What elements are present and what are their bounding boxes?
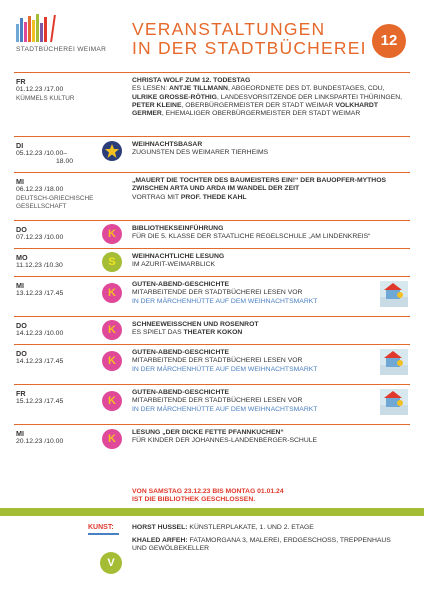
- event-body: [132, 349, 404, 374]
- event-row: [14, 384, 410, 422]
- kids-badge-icon: K: [102, 351, 122, 371]
- event-text: MITARBEITENDE DER STADTBÜCHEREI LESEN VOR: [132, 397, 303, 405]
- event-time: 15.12.23 /17.45: [16, 398, 64, 405]
- title-line-2: IN DER STADTBÜCHEREI: [132, 38, 367, 58]
- event-body: [132, 389, 404, 414]
- event-text: IM AZURIT-WEIMARBLICK: [132, 261, 216, 269]
- kids-badge-icon: K: [102, 320, 122, 340]
- event-time: 14.12.23 /10.00: [16, 330, 64, 337]
- event-time: 13.12.23 /17.45: [16, 290, 64, 297]
- event-title: „MAUERT DIE TOCHTER DES BAUMEISTERS EIN!“ DER BAUOPFER-MYTHOS ZWISCHEN ARTA UND ARDA IM WANDEL DER ZEIT: [132, 177, 387, 193]
- event-time: 07.12.23 /10.00: [16, 234, 64, 241]
- event-text: VORTRAG MIT PROF. THEDE KAHL: [132, 193, 247, 201]
- event-body: [132, 77, 404, 118]
- art-item: KHALED ARFEH: FATAMORGANA 3, MALEREI, ERDGESCHOSS, TREPPENHAUS UND GEWÖLBEKELLER: [132, 537, 391, 553]
- event-location: IN DER MÄRCHENHÜTTE AUF DEM WEIHNACHTSMARKT: [132, 297, 318, 305]
- logo-bars-graphic: [16, 14, 86, 42]
- logo-text: STADTBÜCHEREI WEIMAR: [16, 46, 107, 53]
- kids-badge-icon: K: [102, 391, 122, 411]
- event-organizer: KÜMMELS KULTUR: [16, 95, 75, 102]
- page-number-badge: 12: [372, 24, 406, 58]
- library-logo: [16, 14, 116, 58]
- event-day: DI: [16, 141, 24, 150]
- page-title: [132, 20, 367, 58]
- event-title: BIBLIOTHEKSEINFÜHRUNG: [132, 225, 224, 232]
- event-body: [132, 321, 404, 338]
- event-title: WEIHNACHTSBASAR: [132, 141, 203, 148]
- event-day: DO: [16, 225, 27, 234]
- event-day: FR: [16, 77, 26, 86]
- event-body: [132, 429, 404, 446]
- event-day: MI: [16, 281, 24, 290]
- event-title: GUTEN-ABEND-GESCHICHTE: [132, 349, 230, 356]
- event-time: 14.12.23 /17.45: [16, 358, 64, 365]
- event-organizer: DEUTSCH-GRIECHISCHE GESELLSCHAFT: [16, 195, 94, 210]
- event-time: 01.12.23 /17.00: [16, 86, 64, 93]
- event-title: SCHNEEWEISSCHEN UND ROSENROT: [132, 321, 259, 328]
- kids-badge-icon: K: [102, 224, 122, 244]
- fairy-tale-hut-image: [380, 389, 408, 415]
- event-time: 11.12.23 /10.30: [16, 262, 63, 269]
- event-text: ES SPIELT DAS THEATER KOKON: [132, 329, 243, 337]
- art-label-underline: [88, 533, 119, 535]
- star-icon: [102, 141, 122, 161]
- event-text: MITARBEITENDE DER STADTBÜCHEREI LESEN VOR: [132, 357, 303, 365]
- event-day: MO: [16, 253, 28, 262]
- event-text: FÜR DIE 5. KLASSE DER STAATLICHE REGELSCHULE „AM LINDENKREIS“: [132, 233, 371, 241]
- event-row: [14, 72, 410, 134]
- fairy-tale-hut-image: [380, 349, 408, 375]
- event-row: [14, 424, 410, 454]
- footer-badge-icon: V: [100, 552, 122, 574]
- event-row: [14, 136, 410, 168]
- event-text: FÜR KINDER DER JOHANNES-LANDENBERGER-SCHULE: [132, 437, 318, 445]
- kids-badge-icon: K: [102, 283, 122, 303]
- event-title: CHRISTA WOLF ZUM 12. TODESTAG: [132, 77, 251, 84]
- event-text: ZUGUNSTEN DES WEIMARER TIERHEIMS: [132, 149, 269, 157]
- event-day: DO: [16, 321, 27, 330]
- event-body: [132, 141, 404, 158]
- event-body: [132, 253, 404, 270]
- event-row: [14, 248, 410, 274]
- event-title: GUTEN-ABEND-GESCHICHTE: [132, 281, 230, 288]
- event-row: [14, 344, 410, 382]
- event-text: MITARBEITENDE DER STADTBÜCHEREI LESEN VOR: [132, 289, 303, 297]
- event-location: IN DER MÄRCHENHÜTTE AUF DEM WEIHNACHTSMARKT: [132, 365, 318, 373]
- fairy-tale-hut-image: [380, 281, 408, 307]
- seasonal-badge-icon: S: [102, 252, 122, 272]
- event-title: WEIHNACHTLICHE LESUNG: [132, 253, 225, 260]
- art-label: KUNST:: [88, 524, 114, 531]
- event-body: [132, 281, 404, 306]
- event-day: DO: [16, 349, 27, 358]
- title-line-1: VERANSTALTUNGEN: [132, 19, 326, 39]
- event-body: [132, 177, 404, 202]
- event-row: [14, 276, 410, 314]
- art-item: HORST HUSSEL: KÜNSTLERPLAKATE, 1. UND 2. ETAGE: [132, 524, 314, 531]
- event-day: MI: [16, 177, 24, 186]
- art-exhibitions: [0, 516, 424, 600]
- event-time: 20.12.23 /10.00: [16, 438, 64, 445]
- event-time: 06.12.23 /18.00: [16, 186, 64, 193]
- event-body: [132, 225, 404, 242]
- event-readers: ES LESEN: ANTJE TILLMANN, ABGEORDNETE DES DT. BUNDESTAGES, CDU, ULRIKE GROSSE-RÖTHIG, LANDESVORSITZENDE DER LINKSPARTEI THÜRINGEN, PETER KLEINE, OBERBÜRGERMEISTER DER STADT WEIMAR VOLKHARDT GERMER, EHEMALIGER OBERBÜRGERMEISTER DER STADT WEIMAR: [132, 85, 403, 118]
- kids-badge-icon: K: [102, 429, 122, 449]
- event-time: 05.12.23 /10.00– 18.00: [16, 150, 74, 166]
- footer-divider: [0, 508, 424, 516]
- event-title: LESUNG „DER DICKE FETTE PFANNKUCHEN“: [132, 429, 284, 436]
- event-title: GUTEN-ABEND-GESCHICHTE: [132, 389, 230, 396]
- event-day: FR: [16, 389, 26, 398]
- event-row: [14, 316, 410, 342]
- closing-notice: VON SAMSTAG 23.12.23 BIS MONTAG 01.01.24 IST DIE BIBLIOTHEK GESCHLOSSEN.: [132, 488, 284, 504]
- event-row: [14, 220, 410, 246]
- event-day: MI: [16, 429, 24, 438]
- page-header: [0, 0, 424, 70]
- event-location: IN DER MÄRCHENHÜTTE AUF DEM WEIHNACHTSMARKT: [132, 405, 318, 413]
- event-row: [14, 172, 410, 222]
